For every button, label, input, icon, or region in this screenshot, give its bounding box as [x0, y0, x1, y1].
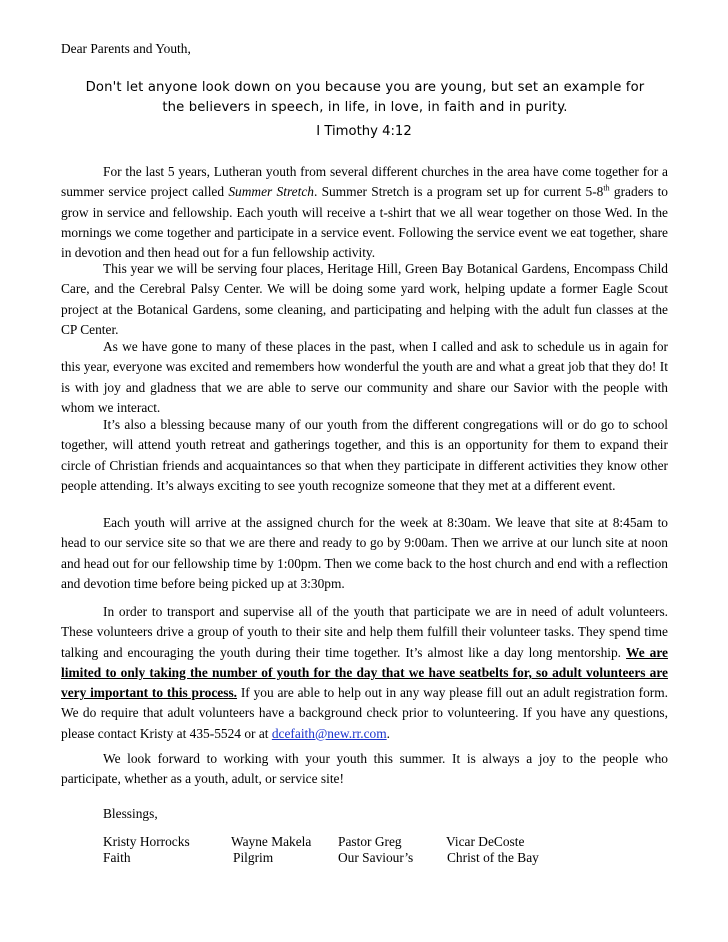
- verse-line-1: Don't let anyone look down on you because you are young, but set an example for: [85, 80, 645, 95]
- signature-church-1: Faith: [103, 850, 131, 865]
- closing-word: Blessings,: [103, 806, 158, 821]
- salutation: Dear Parents and Youth,: [61, 41, 191, 56]
- paragraph-places: This year we will be serving four places, Heritage Hill, Green Bay Botanical Gardens, Encompass Child Care, and the Cerebral Palsy Center. We will be doing some yard work, helping update a former Eagle Scout project at the Botanical Gardens, some cleaning, and participating and helping with the adult fun classes at the CP Center.: [61, 261, 668, 337]
- paragraph-volunteers-text-a: In order to transport and supervise all of the youth that participate we are in need of adult volunteers. These volunteers drive a group of youth to their site and help them fulfill their volunteer tasks. They spend time talking and encouraging the youth during their time together. It’s almost like a day long mentorship.: [61, 604, 668, 660]
- signature-church-2: Pilgrim: [233, 850, 274, 865]
- program-name: Summer Stretch: [228, 184, 314, 200]
- signature-name-3: Pastor Greg: [338, 834, 402, 849]
- paragraph-intro-text-c: graders to grow in service and fellowship. Each youth will receive a t-shirt that we all wear together on those Wed. In the mornings we come together and participate in a service event. Following the service event we eat together, share in devotion and then head out for a fun fellowship activity.: [61, 184, 669, 261]
- paragraph-closing: We look forward to working with your youth this summer. It is always a joy to the people who participate, whether as a youth, adult, or service site!: [61, 751, 668, 787]
- paragraph-volunteers: [61, 602, 668, 744]
- paragraph-intro-text-b: . Summer Stretch is a program set up for current 5-8: [313, 184, 604, 200]
- paragraph-volunteers-text-b: If you are able to help out in any way please fill out an adult registration form. We do require that adult volunteers have a background check prior to volunteering. If you have any questions, please contact Kristy at 435-5524 or at: [61, 685, 669, 741]
- signature-churches-row: [0, 850, 728, 870]
- paragraph-volunteers-text-c: .: [386, 725, 391, 741]
- contact-email-link[interactable]: dcefaith@new.rr.com: [271, 725, 387, 741]
- paragraph-intro: [61, 162, 668, 263]
- ordinal-suffix: th: [603, 183, 610, 193]
- verse-line-2: the believers in speech, in life, in love, in faith and in purity.: [162, 100, 568, 115]
- seatbelt-notice: We are limited to only taking the number of youth for the day that we have seatbelts for, so adult volunteers are very important to this process.: [61, 644, 668, 701]
- verse-reference: I Timothy 4:12: [316, 124, 412, 139]
- signature-name-1: Kristy Horrocks: [103, 834, 190, 849]
- paragraph-blessing: It’s also a blessing because many of our youth from the different congregations will or do go to school together, will attend youth retreat and gatherings together, and this is an opportunity for them to expand their circle of Christian friends and acquaintances so that when they participate in different activities they know other people attending. It’s always exciting to see youth recognize someone that they met at a different event.: [61, 417, 668, 493]
- paragraph-schedule: Each youth will arrive at the assigned church for the week at 8:30am. We leave that site at 8:45am to head to our service site so that we are there and ready to go by 9:00am. Then we arrive at our lunch site at noon and head out for our fellowship time by 1:00pm. Then we come back to the host church and end with a reflection and devotion time before being picked up at 3:30pm.: [61, 515, 668, 591]
- signature-name-2: Wayne Makela: [231, 834, 312, 849]
- bible-verse: [40, 78, 690, 118]
- signature-church-3: Our Saviour’s: [338, 850, 414, 865]
- paragraph-past: As we have gone to many of these places in the past, when I called and ask to schedule us in again for this year, everyone was excited and remembers how wonderful the youth are and what a great job that they do! It is with joy and gladness that we are able to serve our community and share our Savior with the people with whom we interact.: [61, 339, 668, 415]
- signature-church-4: Christ of the Bay: [447, 850, 539, 865]
- paragraph-intro-text-a: For the last 5 years, Lutheran youth from several different churches in the area have come together for a summer service project called: [61, 164, 668, 200]
- signature-name-4: Vicar DeCoste: [446, 834, 525, 849]
